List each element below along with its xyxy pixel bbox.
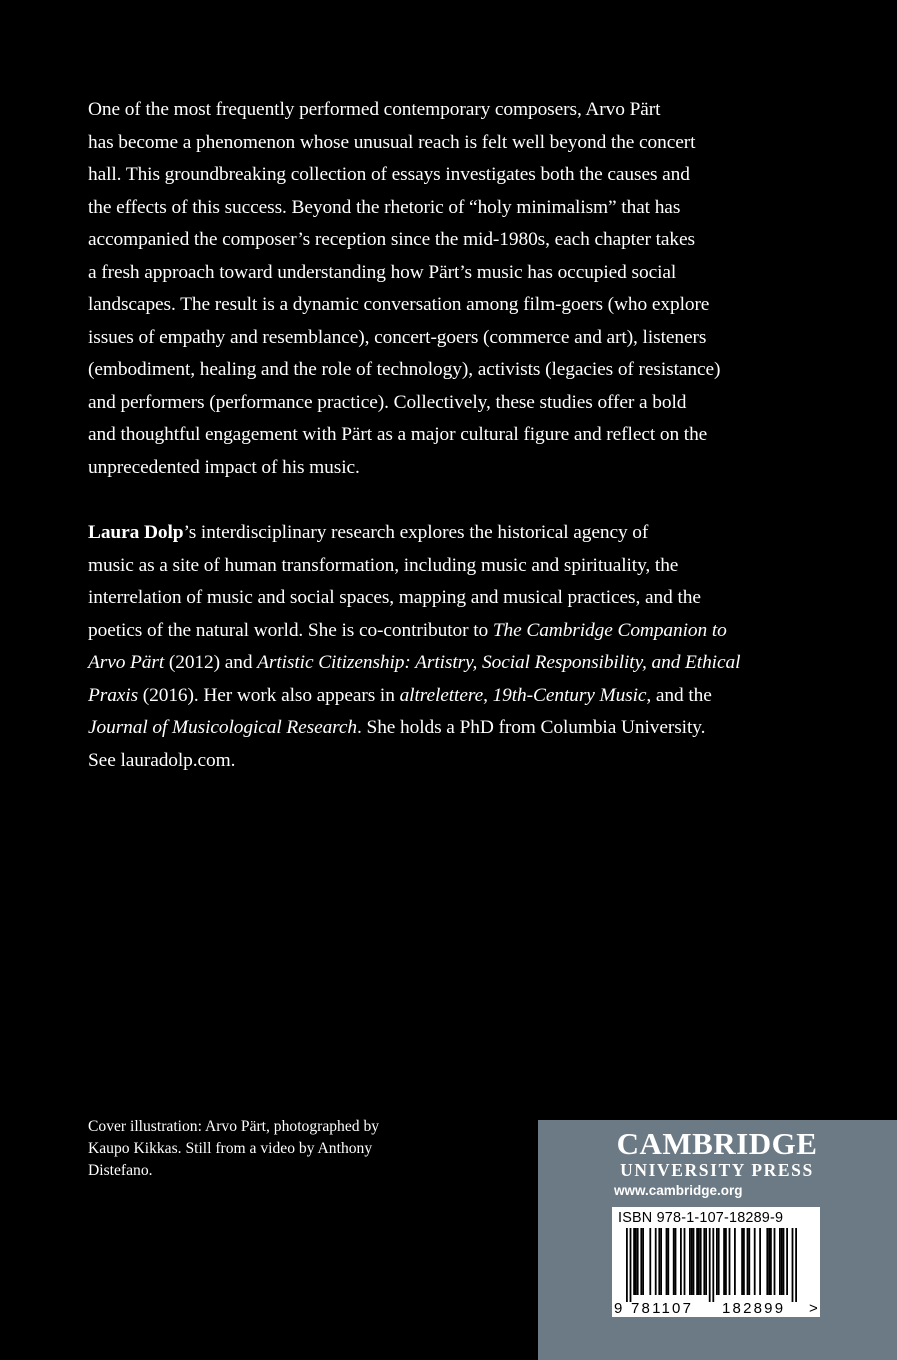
barcode-bar — [783, 1228, 785, 1295]
barcode-bar — [637, 1228, 639, 1295]
book-title: The Cambridge Companion to — [492, 619, 727, 641]
barcode-bar — [691, 1228, 693, 1295]
barcode-bar — [700, 1228, 702, 1295]
publisher-url: www.cambridge.org — [614, 1183, 743, 1198]
bio-text: poetics of the natural world. She is co-contributor to — [88, 619, 493, 641]
bio-line — [88, 615, 793, 648]
blurb-line: and thoughtful engagement with Pärt as a major cultural figure and reflect on the — [88, 424, 708, 445]
bio-text: , — [483, 684, 493, 706]
barcode-bar — [709, 1228, 711, 1302]
book-title: Arvo Pärt — [88, 652, 165, 673]
bio-line — [88, 680, 793, 713]
blurb-line: and performers (performance practice). Collectively, these studies offer a bold — [88, 391, 687, 413]
publisher-name: CAMBRIDGE — [616, 1126, 818, 1161]
barcode-right-digits: 182899 — [722, 1300, 786, 1317]
bio-line: music as a site of human transformation, including music and spirituality, the — [88, 554, 679, 576]
barcode-bar — [718, 1228, 720, 1295]
barcode-bar — [696, 1228, 698, 1295]
barcode-bar — [766, 1228, 768, 1295]
barcode-bars — [626, 1228, 797, 1302]
barcode-bar — [781, 1228, 783, 1295]
bio-text: . She holds a PhD from Columbia University. — [357, 717, 706, 738]
blurb-line: unprecedented impact of his music. — [88, 456, 360, 478]
barcode-bar — [705, 1228, 707, 1295]
barcode-bar — [759, 1228, 761, 1295]
barcode-bar — [673, 1228, 675, 1295]
barcode-bar — [743, 1228, 745, 1295]
blurb-line: One of the most frequently performed contemporary composers, Arvo Pärt — [88, 99, 661, 120]
book-title: Praxis — [88, 684, 139, 706]
book-title: Artistic Citizenship: Artistry, Social Responsibility, and Ethical — [257, 652, 741, 673]
barcode-bar — [675, 1228, 677, 1295]
bio-text: (2016). Her work also appears in — [138, 684, 400, 706]
publisher-panel — [538, 1120, 897, 1360]
barcode-bar — [642, 1228, 644, 1295]
barcode-bar — [748, 1228, 750, 1295]
credit-line: Distefano. — [88, 1162, 153, 1179]
blurb-line: landscapes. The result is a dynamic conversation among film-goers (who explore — [88, 294, 710, 315]
blurb-line: the effects of this success. Beyond the rhetoric of “holy minimalism” that has — [88, 196, 681, 218]
barcode-bar — [667, 1228, 669, 1295]
barcode-bar — [693, 1228, 695, 1295]
bio-line: interrelation of music and social spaces, mapping and musical practices, and the — [88, 587, 701, 608]
barcode-first-digit: 9 — [614, 1300, 623, 1317]
blurb-line: has become a phenomenon whose unusual reach is felt well beyond the concert — [88, 131, 696, 153]
blurb-line: a fresh approach toward understanding how Pärt’s music has occupied social — [88, 261, 677, 283]
barcode-left-digits: 781107 — [631, 1300, 694, 1317]
barcode-bar — [741, 1228, 743, 1295]
barcode-bar — [658, 1228, 660, 1295]
barcode-bar — [666, 1228, 668, 1295]
journal-title: Journal of Musicological Research — [88, 717, 358, 738]
credit-line: Cover illustration: Arvo Pärt, photographed by — [88, 1118, 380, 1135]
barcode-bar — [723, 1228, 725, 1295]
bio-line — [88, 712, 793, 745]
barcode-bar — [795, 1228, 797, 1302]
isbn-number: ISBN 978-1-107-18289-9 — [618, 1210, 784, 1226]
barcode-bar — [633, 1228, 635, 1295]
barcode-bar — [725, 1228, 727, 1295]
bio-text: (2012) and — [164, 652, 258, 673]
barcode-bar — [655, 1228, 657, 1295]
blurb-line: accompanied the composer’s reception since the mid-1980s, each chapter takes — [88, 229, 695, 250]
author-name: Laura Dolp — [88, 522, 184, 543]
barcode-bar — [770, 1228, 772, 1295]
barcode-bar — [698, 1228, 700, 1295]
bio-line — [88, 647, 793, 680]
barcode-bar — [754, 1228, 756, 1295]
author-bio — [88, 517, 793, 777]
bio-line — [88, 517, 793, 550]
barcode-bar — [792, 1228, 794, 1302]
cover-credit — [88, 1116, 448, 1182]
barcode-bar — [680, 1228, 682, 1295]
barcode-bar — [635, 1228, 637, 1295]
barcode-bar — [626, 1228, 628, 1302]
barcode-bar — [640, 1228, 642, 1295]
barcode-bar — [689, 1228, 691, 1295]
isbn-barcode-box — [612, 1207, 820, 1317]
journal-title: altrelettere — [399, 684, 484, 706]
bio-text: ’s interdisciplinary research explores the historical agency of — [183, 522, 649, 543]
barcode-bar — [747, 1228, 749, 1295]
barcode-bar — [703, 1228, 705, 1295]
publisher-subname: UNIVERSITY PRESS — [620, 1160, 814, 1180]
barcode-bar — [716, 1228, 718, 1295]
barcode-bar — [712, 1228, 714, 1302]
blurb-line: hall. This groundbreaking collection of essays investigates both the causes and — [88, 164, 690, 185]
barcode-quiet-arrow: > — [809, 1300, 818, 1317]
barcode-bar — [729, 1228, 731, 1295]
blurb-line: (embodiment, healing and the role of technology), activists (legacies of resistance) — [88, 359, 721, 380]
bio-text: , and the — [646, 684, 712, 706]
barcode-bar — [684, 1228, 686, 1295]
barcode — [612, 1207, 820, 1317]
barcode-bar — [779, 1228, 781, 1295]
barcode-bar — [660, 1228, 662, 1295]
back-cover-blurb — [88, 94, 788, 484]
blurb-line: issues of empathy and resemblance), concert-goers (commerce and art), listeners — [88, 326, 707, 348]
journal-title: 19th-Century Music — [492, 684, 647, 706]
barcode-bar — [786, 1228, 788, 1295]
barcode-bar — [630, 1228, 632, 1302]
bio-line: See lauradolp.com. — [88, 749, 236, 771]
barcode-bar — [649, 1228, 651, 1295]
barcode-bar — [768, 1228, 770, 1295]
barcode-bar — [734, 1228, 736, 1295]
barcode-bar — [774, 1228, 776, 1295]
credit-line: Kaupo Kikkas. Still from a video by Anthony — [88, 1140, 373, 1157]
